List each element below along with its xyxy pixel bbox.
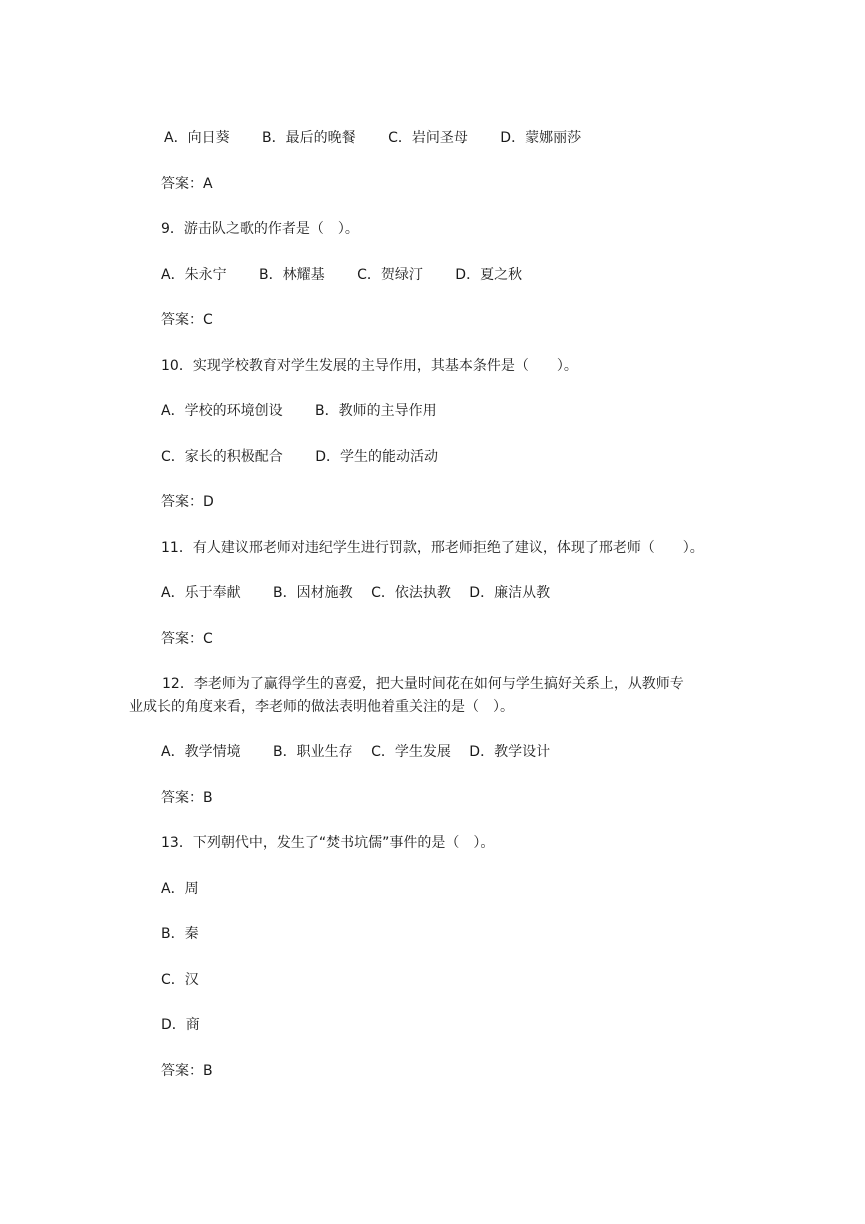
q13-option-d: D．商 <box>161 1017 200 1033</box>
q12-answer: 答案：B <box>161 790 213 806</box>
q11-answer: 答案：C <box>161 631 213 647</box>
q12-stem <box>129 673 746 719</box>
q13-stem: 13．下列朝代中，发生了“焚书坑儒”事件的是（ ）。 <box>161 835 495 851</box>
q12-stem-line-2: 业成长的角度来看，李老师的做法表明他着重关注的是（ ）。 <box>129 699 514 715</box>
q9-options: A．朱永宁 B．林耀基 C．贺绿汀 D．夏之秋 <box>161 267 523 283</box>
q13-option-c: C．汉 <box>161 972 199 988</box>
q11-stem: 11．有人建议邢老师对违纪学生进行罚款，邢老师拒绝了建议，体现了邢老师（ ）。 <box>161 540 704 556</box>
q12-options: A．教学情境 B．职业生存 C．学生发展 D．教学设计 <box>161 744 551 760</box>
q12-stem-line-1: 12．李老师为了赢得学生的喜爱，把大量时间花在如何与学生搞好关系上，从教师专 <box>162 676 684 692</box>
q9-answer: 答案：C <box>161 312 213 328</box>
q8-answer: 答案：A <box>161 176 213 192</box>
q13-option-a: A．周 <box>161 881 199 897</box>
q10-stem: 10．实现学校教育对学生发展的主导作用，其基本条件是（ ）。 <box>161 358 578 374</box>
q9-stem: 9．游击队之歌的作者是（ ）。 <box>161 221 359 237</box>
q11-options: A．乐于奉献 B．因材施教 C．依法执教 D．廉洁从教 <box>161 585 551 601</box>
q10-options-line-2: C．家长的积极配合 D．学生的能动活动 <box>161 449 439 465</box>
q8-options: A．向日葵 B．最后的晚餐 C．岩问圣母 D．蒙娜丽莎 <box>164 130 582 146</box>
q13-answer: 答案：B <box>161 1063 213 1079</box>
q10-options-line-1: A．学校的环境创设 B．教师的主导作用 <box>161 403 437 419</box>
q10-answer: 答案：D <box>161 494 214 510</box>
q13-option-b: B．秦 <box>161 926 199 942</box>
